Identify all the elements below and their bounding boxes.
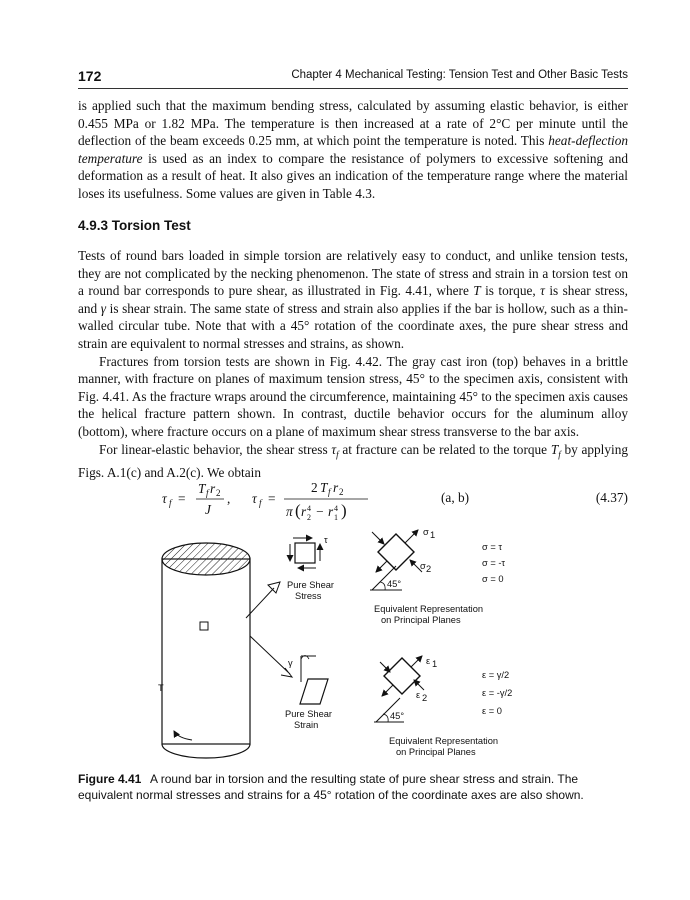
svg-text:=: =	[268, 491, 276, 506]
stress-relation-3: σ = 0	[482, 574, 504, 584]
svg-text:,: ,	[227, 491, 231, 506]
svg-text:1: 1	[430, 530, 436, 540]
equation-ab-label: (a, b)	[441, 490, 470, 505]
svg-text:f: f	[259, 498, 262, 508]
equation-4-37	[78, 478, 628, 524]
stress-caption-2: Stress	[295, 591, 322, 601]
svg-text:r: r	[210, 481, 216, 496]
equiv-stress-caption-1: Equivalent Representation	[374, 604, 484, 614]
equiv-strain-caption-1: Equivalent Representation	[389, 736, 499, 746]
intro-paragraph	[78, 97, 628, 203]
equation-svg	[78, 478, 628, 524]
svg-text:T: T	[198, 481, 206, 496]
svg-text:−: −	[316, 504, 324, 519]
sigma1-label: σ	[423, 527, 429, 537]
svg-text:T: T	[320, 480, 328, 495]
gamma-label: γ	[288, 658, 293, 668]
svg-text:τ: τ	[252, 491, 257, 506]
header-rule	[78, 88, 628, 89]
svg-text:τ: τ	[162, 491, 167, 506]
svg-text:J: J	[205, 502, 211, 517]
chapter-title: Chapter 4 Mechanical Testing: Tension Test and Other Basic Tests	[291, 69, 628, 81]
svg-text:2: 2	[339, 487, 344, 497]
figure-number: Figure 4.41	[78, 772, 142, 786]
svg-text:f: f	[206, 488, 209, 498]
svg-text:2: 2	[426, 564, 432, 574]
section-paragraph-2: Fractures from torsion tests are shown in Fig. 4.42. The gray cast iron (top) behaves in a brittle manner, with fracture on planes of maximum tension stress, 45° to the specimen axis, consistent with Fig. 4.41. As the fracture wraps around the circumference, maintaining 45° to the specimen axis causes the helical fracture pattern shown. In contrast, ductile behavior occurs for the aluminum alloy (bottom), where fracture occurs on a plane of maximum shear stress transverse to the bar axis.	[78, 353, 628, 439]
eps2-label: ε	[416, 690, 421, 700]
svg-text:(: (	[295, 501, 301, 520]
page-number: 172	[78, 68, 102, 84]
section-paragraph-1: Tests of round bars loaded in simple torsion are relatively easy to conduct, and unlike tension tests, they are not complicated by the necking phenomenon. The state of stress and strain in a torsion test on a round bar corresponds to pure shear, as illustrated in Fig. 4.41, where T is torque, τ is shear stress, and γ is shear strain. The same state of stress and strain also applies if the bar is hollow, such as a thin-walled circular tube. Note that with a 45° rotation of the coordinate axes, the pure shear stress and strain are equivalent to normal stresses and strains, as shown.	[78, 248, 628, 351]
svg-text:=: =	[178, 491, 186, 506]
arrow-to-strain-element	[250, 636, 292, 677]
svg-text:f: f	[328, 487, 331, 497]
intro-text-2: is used as an index to compare the resistance of polymers to excessive softening and deformation as a result of heat. It also gives an indication of the temperature range where the material loses its usefulness. Some values are given in Table 4.3.	[78, 150, 628, 201]
equation-number: (4.37)	[595, 490, 628, 505]
svg-text:r: r	[333, 480, 339, 495]
section-paragraph-3: For linear-elastic behavior, the shear stress $\tau_f$ at fracture can be related to the torque $T_f$ by applying Figs. A.1(c) and A.2(c). We obtain	[78, 441, 629, 480]
svg-text:2: 2	[216, 488, 221, 498]
svg-text:1: 1	[334, 513, 338, 522]
equiv-stress-caption-2: on Principal Planes	[381, 615, 461, 625]
svg-text:r: r	[328, 504, 334, 519]
intro-emphasis: heat-deflection temperature	[78, 133, 628, 166]
stress-relation-1: σ = τ	[482, 542, 503, 552]
intro-text-1: is applied such that the maximum bending stress, calculated by assuming elastic behavior, is either 0.455 MPa or 1.82 MPa. The temperature is then increased at a rate of 2°C per minute until the deflection of the beam exceeds 0.25 mm, at which point the temperature is noted. This	[78, 98, 628, 149]
stress-angle-label: 45°	[387, 579, 402, 589]
section-heading: 4.9.3 Torsion Test	[78, 218, 191, 233]
strain-relation-1: ε = γ/2	[482, 670, 510, 680]
eps1-label: ε	[426, 656, 431, 666]
running-header	[78, 68, 628, 86]
strain-caption-2: Strain	[294, 720, 319, 730]
svg-text:r: r	[301, 504, 307, 519]
equiv-strain-caption-2: on Principal Planes	[396, 747, 476, 757]
svg-text:f: f	[169, 498, 172, 508]
torsion-bar	[162, 543, 250, 758]
caption-text: A round bar in torsion and the resulting state of pure shear stress and strain. The equivalent normal stresses and strains for a 45° rotation of the coordinate axes are also shown.	[78, 772, 584, 802]
pure-shear-strain-element	[300, 656, 328, 705]
figure-4-41	[140, 526, 560, 766]
strain-relation-2: ε = -γ/2	[482, 688, 513, 698]
svg-text:π: π	[286, 504, 293, 519]
strain-relation-3: ε = 0	[482, 706, 502, 716]
bar-torque-label: T	[158, 683, 164, 693]
arrow-to-stress-element	[246, 582, 280, 618]
svg-text:): )	[341, 501, 347, 520]
stress-caption-1: Pure Shear	[287, 580, 335, 590]
sigma2-label: σ	[420, 561, 426, 571]
stress-relation-2: σ = -τ	[482, 558, 506, 568]
figure-caption	[78, 771, 608, 803]
tau-label: τ	[324, 535, 328, 545]
section-body	[78, 247, 628, 481]
strain-caption-1: Pure Shear	[285, 709, 333, 719]
svg-text:4: 4	[334, 504, 338, 513]
strain-angle-label: 45°	[390, 711, 405, 721]
svg-text:2: 2	[307, 513, 311, 522]
svg-text:1: 1	[432, 659, 438, 669]
figure-drawing	[140, 526, 560, 766]
svg-text:2: 2	[311, 480, 318, 495]
pure-shear-stress-element	[290, 538, 320, 568]
svg-text:4: 4	[307, 504, 311, 513]
svg-text:2: 2	[422, 693, 428, 703]
